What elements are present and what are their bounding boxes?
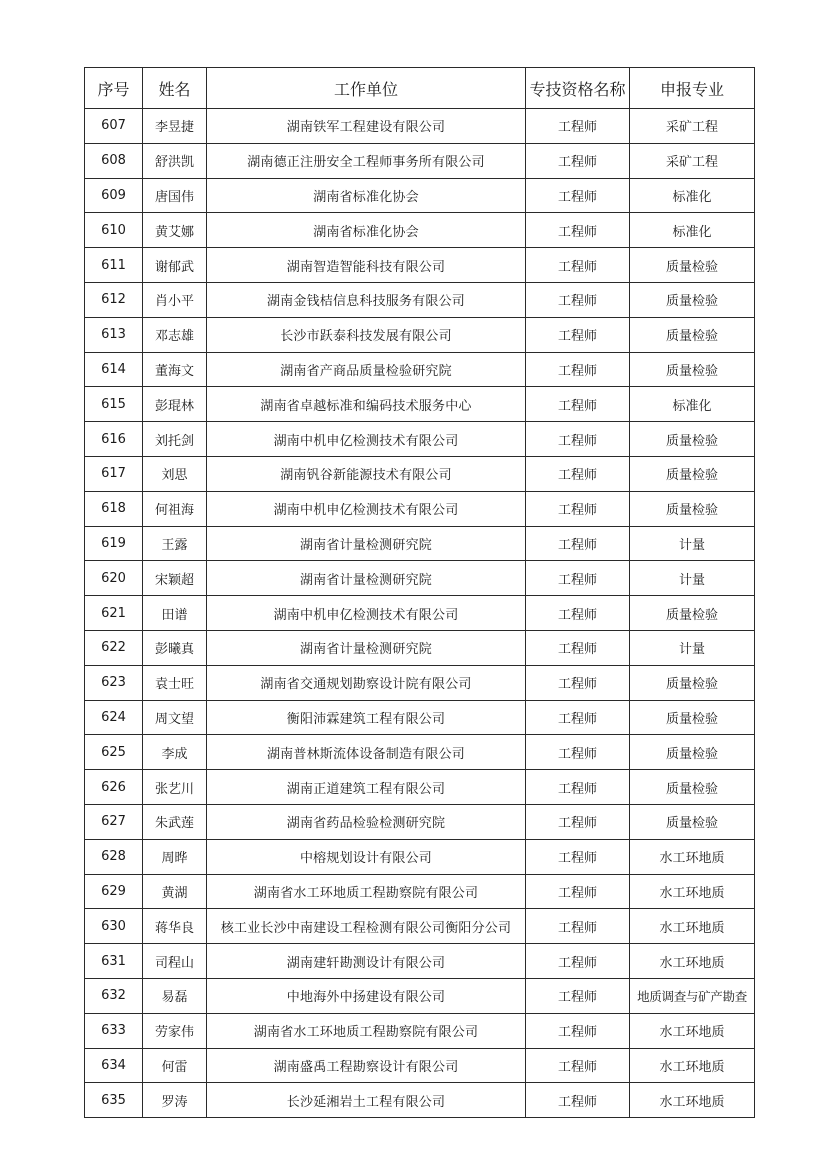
cell-company: 湖南省卓越标准和编码技术服务中心: [207, 387, 526, 422]
table-row: [85, 1083, 755, 1118]
cell-major: 地质调查与矿产勘查: [630, 978, 755, 1013]
cell-major: 水工环地质: [630, 839, 755, 874]
cell-major: 质量检验: [630, 282, 755, 317]
cell-company: 湖南德正注册安全工程师事务所有限公司: [207, 143, 526, 178]
cell-name: 何祖海: [143, 491, 207, 526]
cell-number: 630: [85, 909, 143, 944]
table-row: [85, 422, 755, 457]
table-row: [85, 248, 755, 283]
header-company: 工作单位: [207, 68, 526, 109]
cell-number: 634: [85, 1048, 143, 1083]
cell-company: 湖南省标准化协会: [207, 213, 526, 248]
cell-major: 质量检验: [630, 317, 755, 352]
cell-major: 采矿工程: [630, 109, 755, 144]
cell-number: 620: [85, 561, 143, 596]
cell-qualification: 工程师: [526, 978, 630, 1013]
cell-company: 湖南建轩勘测设计有限公司: [207, 944, 526, 979]
cell-major: 质量检验: [630, 665, 755, 700]
cell-number: 618: [85, 491, 143, 526]
cell-major: 质量检验: [630, 491, 755, 526]
cell-qualification: 工程师: [526, 596, 630, 631]
cell-qualification: 工程师: [526, 352, 630, 387]
cell-major: 质量检验: [630, 422, 755, 457]
cell-qualification: 工程师: [526, 839, 630, 874]
cell-company: 湖南金钱桔信息科技服务有限公司: [207, 282, 526, 317]
cell-qualification: 工程师: [526, 1048, 630, 1083]
cell-company: 湖南省产商品质量检验研究院: [207, 352, 526, 387]
cell-qualification: 工程师: [526, 526, 630, 561]
table-row: [85, 561, 755, 596]
cell-company: 湖南智造智能科技有限公司: [207, 248, 526, 283]
cell-number: 611: [85, 248, 143, 283]
header-no: 序号: [85, 68, 143, 109]
cell-name: 黄艾娜: [143, 213, 207, 248]
cell-major: 水工环地质: [630, 909, 755, 944]
cell-major: 标准化: [630, 213, 755, 248]
table-row: [85, 213, 755, 248]
cell-qualification: 工程师: [526, 804, 630, 839]
cell-name: 黄湖: [143, 874, 207, 909]
cell-major: 质量检验: [630, 352, 755, 387]
cell-company: 湖南中机申亿检测技术有限公司: [207, 596, 526, 631]
header-name: 姓名: [143, 68, 207, 109]
cell-number: 609: [85, 178, 143, 213]
cell-name: 张艺川: [143, 770, 207, 805]
cell-qualification: 工程师: [526, 456, 630, 491]
cell-qualification: 工程师: [526, 387, 630, 422]
table-row: [85, 909, 755, 944]
header-row: [85, 68, 755, 109]
cell-number: 615: [85, 387, 143, 422]
cell-number: 614: [85, 352, 143, 387]
cell-number: 613: [85, 317, 143, 352]
cell-number: 617: [85, 456, 143, 491]
table-row: [85, 978, 755, 1013]
cell-qualification: 工程师: [526, 143, 630, 178]
cell-name: 蒋华良: [143, 909, 207, 944]
cell-number: 619: [85, 526, 143, 561]
cell-company: 中地海外中扬建设有限公司: [207, 978, 526, 1013]
cell-major: 质量检验: [630, 596, 755, 631]
cell-qualification: 工程师: [526, 109, 630, 144]
cell-number: 623: [85, 665, 143, 700]
cell-number: 633: [85, 1013, 143, 1048]
cell-name: 肖小平: [143, 282, 207, 317]
cell-name: 董海文: [143, 352, 207, 387]
cell-company: 湖南省计量检测研究院: [207, 630, 526, 665]
table-row: [85, 839, 755, 874]
cell-qualification: 工程师: [526, 1013, 630, 1048]
cell-major: 计量: [630, 561, 755, 596]
cell-company: 中榕规划设计有限公司: [207, 839, 526, 874]
cell-major: 质量检验: [630, 735, 755, 770]
cell-name: 宋颖超: [143, 561, 207, 596]
cell-name: 彭琨林: [143, 387, 207, 422]
table-header: [85, 68, 755, 109]
cell-major: 标准化: [630, 387, 755, 422]
cell-qualification: 工程师: [526, 630, 630, 665]
cell-qualification: 工程师: [526, 213, 630, 248]
cell-major: 质量检验: [630, 804, 755, 839]
cell-major: 质量检验: [630, 700, 755, 735]
cell-name: 谢郁武: [143, 248, 207, 283]
table-row: [85, 178, 755, 213]
cell-company: 湖南中机申亿检测技术有限公司: [207, 422, 526, 457]
table-row: [85, 456, 755, 491]
cell-qualification: 工程师: [526, 491, 630, 526]
cell-number: 612: [85, 282, 143, 317]
cell-company: 湖南盛禹工程勘察设计有限公司: [207, 1048, 526, 1083]
table-row: [85, 665, 755, 700]
cell-company: 湖南省药品检验检测研究院: [207, 804, 526, 839]
cell-name: 邓志雄: [143, 317, 207, 352]
cell-company: 湖南铁军工程建设有限公司: [207, 109, 526, 144]
cell-qualification: 工程师: [526, 874, 630, 909]
cell-number: 632: [85, 978, 143, 1013]
cell-name: 刘思: [143, 456, 207, 491]
cell-qualification: 工程师: [526, 317, 630, 352]
cell-number: 608: [85, 143, 143, 178]
cell-number: 607: [85, 109, 143, 144]
cell-qualification: 工程师: [526, 561, 630, 596]
roster-table: [84, 67, 755, 1118]
cell-number: 627: [85, 804, 143, 839]
cell-qualification: 工程师: [526, 1083, 630, 1118]
cell-name: 劳家伟: [143, 1013, 207, 1048]
cell-qualification: 工程师: [526, 665, 630, 700]
table-row: [85, 526, 755, 561]
cell-major: 质量检验: [630, 248, 755, 283]
cell-number: 629: [85, 874, 143, 909]
cell-company: 湖南省计量检测研究院: [207, 526, 526, 561]
cell-major: 水工环地质: [630, 944, 755, 979]
cell-name: 王露: [143, 526, 207, 561]
cell-major: 计量: [630, 630, 755, 665]
table-row: [85, 317, 755, 352]
table-row: [85, 700, 755, 735]
cell-number: 624: [85, 700, 143, 735]
cell-qualification: 工程师: [526, 770, 630, 805]
cell-name: 刘托剑: [143, 422, 207, 457]
table-row: [85, 770, 755, 805]
cell-major: 水工环地质: [630, 1013, 755, 1048]
cell-qualification: 工程师: [526, 178, 630, 213]
cell-name: 唐国伟: [143, 178, 207, 213]
cell-company: 湖南钒谷新能源技术有限公司: [207, 456, 526, 491]
cell-company: 湖南正道建筑工程有限公司: [207, 770, 526, 805]
cell-major: 计量: [630, 526, 755, 561]
cell-company: 湖南省交通规划勘察设计院有限公司: [207, 665, 526, 700]
cell-name: 易磊: [143, 978, 207, 1013]
cell-name: 田谱: [143, 596, 207, 631]
cell-name: 周文望: [143, 700, 207, 735]
cell-qualification: 工程师: [526, 909, 630, 944]
table-row: [85, 944, 755, 979]
cell-number: 610: [85, 213, 143, 248]
cell-qualification: 工程师: [526, 282, 630, 317]
header-major: 申报专业: [630, 68, 755, 109]
cell-major: 水工环地质: [630, 1048, 755, 1083]
cell-company: 长沙延湘岩土工程有限公司: [207, 1083, 526, 1118]
cell-name: 袁士旺: [143, 665, 207, 700]
cell-qualification: 工程师: [526, 735, 630, 770]
cell-number: 622: [85, 630, 143, 665]
cell-name: 罗涛: [143, 1083, 207, 1118]
cell-major: 标准化: [630, 178, 755, 213]
cell-major: 水工环地质: [630, 874, 755, 909]
cell-number: 621: [85, 596, 143, 631]
header-title: 专技资格名称: [526, 68, 630, 109]
table-row: [85, 1013, 755, 1048]
cell-name: 朱武莲: [143, 804, 207, 839]
cell-company: 湖南中机申亿检测技术有限公司: [207, 491, 526, 526]
cell-qualification: 工程师: [526, 700, 630, 735]
table-row: [85, 387, 755, 422]
table-row: [85, 735, 755, 770]
cell-company: 长沙市跃泰科技发展有限公司: [207, 317, 526, 352]
cell-qualification: 工程师: [526, 944, 630, 979]
cell-number: 631: [85, 944, 143, 979]
table-row: [85, 804, 755, 839]
cell-major: 质量检验: [630, 770, 755, 805]
table-row: [85, 143, 755, 178]
cell-number: 635: [85, 1083, 143, 1118]
table-row: [85, 352, 755, 387]
cell-major: 质量检验: [630, 456, 755, 491]
table-row: [85, 491, 755, 526]
table-row: [85, 630, 755, 665]
cell-qualification: 工程师: [526, 422, 630, 457]
cell-name: 何雷: [143, 1048, 207, 1083]
cell-number: 625: [85, 735, 143, 770]
cell-company: 湖南省水工环地质工程勘察院有限公司: [207, 874, 526, 909]
table-row: [85, 109, 755, 144]
cell-company: 衡阳沛霖建筑工程有限公司: [207, 700, 526, 735]
cell-company: 核工业长沙中南建设工程检测有限公司衡阳分公司: [207, 909, 526, 944]
cell-major: 水工环地质: [630, 1083, 755, 1118]
cell-number: 628: [85, 839, 143, 874]
cell-number: 616: [85, 422, 143, 457]
table-row: [85, 1048, 755, 1083]
cell-number: 626: [85, 770, 143, 805]
cell-name: 李成: [143, 735, 207, 770]
table-row: [85, 282, 755, 317]
cell-company: 湖南省水工环地质工程勘察院有限公司: [207, 1013, 526, 1048]
cell-company: 湖南普林斯流体设备制造有限公司: [207, 735, 526, 770]
cell-name: 彭曦真: [143, 630, 207, 665]
cell-company: 湖南省标准化协会: [207, 178, 526, 213]
cell-name: 司程山: [143, 944, 207, 979]
cell-name: 周晔: [143, 839, 207, 874]
cell-company: 湖南省计量检测研究院: [207, 561, 526, 596]
table-row: [85, 874, 755, 909]
cell-qualification: 工程师: [526, 248, 630, 283]
cell-name: 李昱捷: [143, 109, 207, 144]
table-body: [85, 109, 755, 1118]
cell-major: 采矿工程: [630, 143, 755, 178]
table-row: [85, 596, 755, 631]
cell-name: 舒洪凯: [143, 143, 207, 178]
